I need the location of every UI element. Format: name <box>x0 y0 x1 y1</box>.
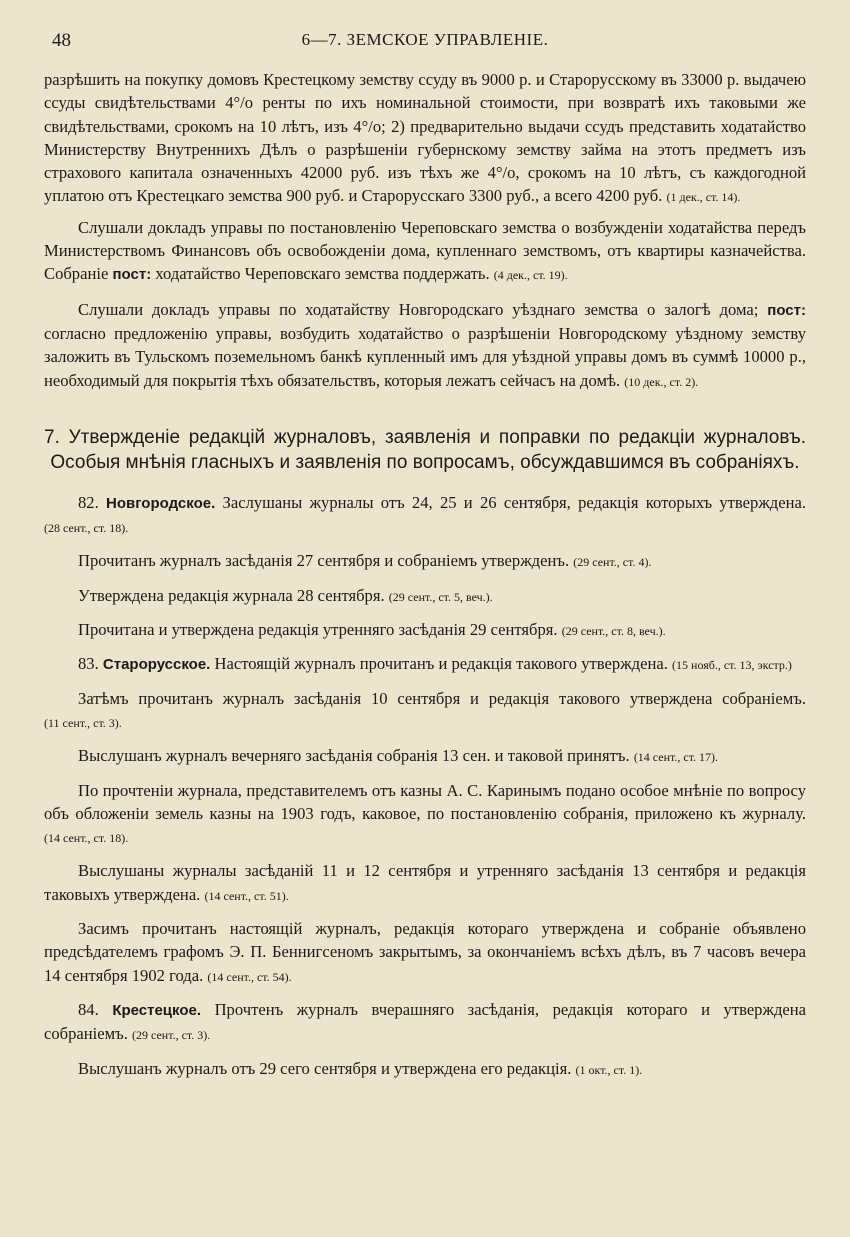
paragraph-text: разрѣшить на покупку домовъ Крестецкому земству ссуду въ 9000 р. и Старорусскому въ 33000 р. выдачею ссуды свидѣтельствами 4°/о ренты по ихъ номинальной стоимости, при возвратѣ ихъ таковыми же свидѣтельствами, срокомъ на 10 лѣтъ, изъ 4°/о; 2) предварительно выдачи ссудъ представить ходатайство Министерству Внутреннихъ Дѣлъ о разрѣшеніи губернскому земству займа на этотъ предметъ изъ страхового капитала означенныхъ 42000 руб. изъ тѣхъ же 4°/о, срокомъ на 10 лѣтъ, съ каждогодной уплатою отъ Крестецкаго земства 900 руб. и Старорусскаго 3300 руб., а всего 4200 руб. <box>44 70 806 206</box>
source-ref: (29 сент., ст. 5, веч.). <box>388 589 493 604</box>
entry-text: Заслушаны журналы отъ 24, 25 и 26 сентября, редакція которыхъ утверждена. <box>222 492 806 512</box>
paragraph-text-after: согласно предложенію управы, возбудить ходатайство о разрѣшеніи Новгородскому уѣздному земству заложить въ Тульскомъ поземельномъ банкѣ купленный имъ для уѣздной управы домъ въ суммѣ 10000 р., необходимый для покрытія тѣхъ обязательствъ, которыя лежатъ сейчасъ на домѣ. <box>44 323 806 390</box>
source-ref: (1 дек., ст. 14). <box>666 190 741 205</box>
entry-number: 83. <box>78 654 99 674</box>
page-number: 48 <box>52 30 71 51</box>
paragraph-text: Слушали докладъ управы по постановленію Череповскаго земства о возбужденіи ходатайства передъ Министерствомъ Финансовъ объ освобожденіи дома, купленнаго земствомъ, отъ квартиры казначейства. Собраніе <box>44 217 806 284</box>
entry-item <box>44 584 806 609</box>
entry-item <box>44 687 806 736</box>
entry-number: 84. <box>78 999 99 1019</box>
entry-text: Выслушаны журналы засѣданій 11 и 12 сентября и утренняго засѣданія 13 сентября и редакція таковыхъ утверждена. <box>44 861 806 904</box>
entry-item <box>44 744 806 769</box>
source-ref: (29 сент., ст. 4). <box>573 555 652 570</box>
zemstvo-name: Старорусское. <box>102 656 211 674</box>
entry-item <box>44 549 806 574</box>
zemstvo-name: Новгородское. <box>106 494 216 512</box>
resolution-keyword: пост: <box>112 266 152 284</box>
entry-text: Засимъ прочитанъ настоящій журналъ, редакція котораго утверждена и собраніе объявлено предсѣдателемъ графомъ Э. П. Беннигсеномъ закрытымъ, за окончаніемъ всѣхъ дѣлъ, въ 7 часовъ вечера 14 сентября 1902 года. <box>44 919 806 985</box>
zemstvo-name: Крестецкое. <box>112 1001 202 1019</box>
resolution-keyword: пост: <box>767 301 806 319</box>
paragraph-cherepovets-petition <box>44 216 806 288</box>
entry-text: Прочитанъ журналъ засѣданія 27 сентября и собраніемъ утвержденъ. <box>78 551 570 571</box>
entry-83 <box>44 652 806 677</box>
entry-item <box>44 618 806 643</box>
entry-item <box>44 859 806 908</box>
entry-text: Выслушанъ журналъ вечерняго засѣданія собранія 13 сен. и таковой принятъ. <box>78 746 630 766</box>
entry-82 <box>44 491 806 541</box>
running-head: 6—7. ЗЕМСКОЕ УПРАВЛЕНІЕ. <box>301 30 549 49</box>
entry-text: Выслушанъ журналъ отъ 29 сего сентября и утверждена его редакція. <box>78 1058 572 1078</box>
entry-item <box>44 1057 806 1082</box>
source-ref: (14 сент., ст. 18). <box>44 831 129 846</box>
source-ref: (1 окт., ст. 1). <box>575 1062 643 1077</box>
entry-text: Прочитана и утверждена редакція утренняго засѣданія 29 сентября. <box>78 620 558 640</box>
section-heading: 7. Утвержденіе редакцій журналовъ, заявленія и поправки по редакціи журналовъ. Особыя мнѣнія гласныхъ и заявленія по вопросамъ, обсуждавшимся въ собраніяхъ. <box>44 426 806 473</box>
page-header <box>44 30 806 54</box>
paragraph-novgorod-mortgage <box>44 298 806 394</box>
source-ref: (15 нояб., ст. 13, экстр.) <box>672 658 792 673</box>
entry-number: 82. <box>78 492 99 512</box>
page-body <box>44 68 806 1082</box>
entry-item <box>44 917 806 989</box>
source-ref: (14 сент., ст. 54). <box>207 969 292 984</box>
source-ref: (29 сент., ст. 3). <box>132 1028 211 1043</box>
source-ref: (10 дек., ст. 2). <box>624 374 699 389</box>
paragraph-loan-permission <box>44 68 806 210</box>
paragraph-text-after: ходатайство Череповскаго земства поддержать. <box>155 264 490 284</box>
entry-item <box>44 779 806 851</box>
entry-84 <box>44 998 806 1048</box>
source-ref: (11 сент., ст. 3). <box>44 715 122 730</box>
entry-text: Прочтенъ журналъ вчерашняго засѣданія, редакція котораго и утверждена собраніемъ. <box>44 999 806 1044</box>
source-ref: (28 сент., ст. 18). <box>44 521 129 536</box>
source-ref: (14 сент., ст. 17). <box>633 750 719 765</box>
source-ref: (4 дек., ст. 19). <box>493 268 568 283</box>
entry-text: По прочтеніи журнала, представителемъ отъ казны А. С. Каринымъ подано особое мнѣніе по вопросу объ обложеніи земель казны на 1903 годъ, каковое, по постановленію собранія, приложено къ журналу. <box>44 780 806 823</box>
source-ref: (29 сент., ст. 8, веч.). <box>561 624 666 639</box>
source-ref: (14 сент., ст. 51). <box>204 888 289 903</box>
entry-text: Утверждена редакція журнала 28 сентября. <box>78 585 385 605</box>
entry-text: Настоящій журналъ прочитанъ и редакція такового утверждена. <box>214 654 668 674</box>
paragraph-text: Слушали докладъ управы по ходатайству Новгородскаго уѣзднаго земства о залогѣ дома; <box>78 299 759 319</box>
entry-text: Затѣмъ прочитанъ журналъ засѣданія 10 сентября и редакція такового утверждена собраніемъ. <box>78 688 806 708</box>
